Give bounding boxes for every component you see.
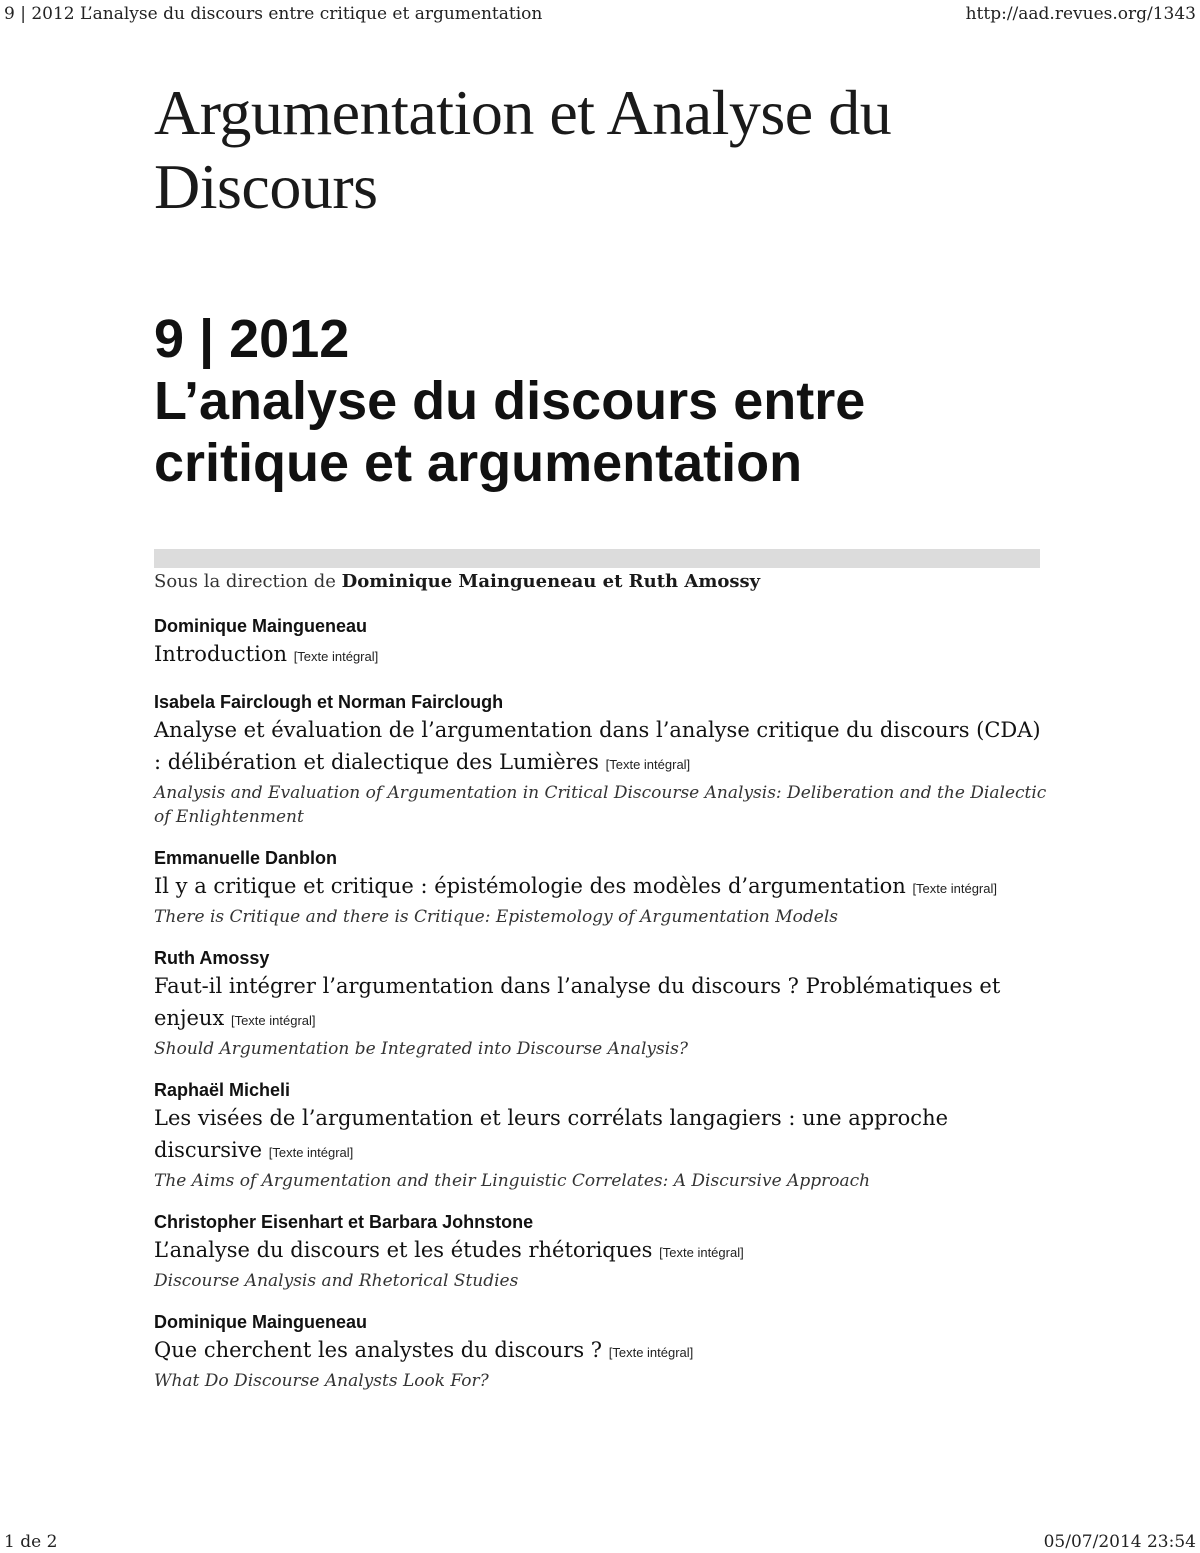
print-footer-page: 1 de 2 — [4, 1532, 58, 1552]
journal-title[interactable]: Argumentation et Analyse du Discours — [154, 77, 892, 222]
issue-title: L’analyse du discours entre critique et argumentation — [154, 371, 866, 493]
fulltext-link[interactable]: [Texte intégral] — [608, 1345, 694, 1360]
entry-translation: Should Argumentation be Integrated into Discourse Analysis? — [154, 1039, 688, 1059]
toc-entry — [154, 846, 1054, 929]
toc-entry — [154, 690, 1054, 829]
editors-names: Dominique Maingueneau et Ruth Amossy — [341, 571, 761, 592]
entry-title-text[interactable]: Il y a critique et critique : épistémologie des modèles d’argumentation — [154, 874, 906, 898]
entry-author: Dominique Maingueneau — [154, 616, 368, 636]
entry-title[interactable] — [154, 970, 1054, 1037]
entry-title[interactable] — [154, 714, 1054, 781]
fulltext-link[interactable]: [Texte intégral] — [293, 649, 379, 664]
entry-translation: Discourse Analysis and Rhetorical Studies — [154, 1271, 519, 1291]
entry-title-text[interactable]: Les visées de l’argumentation et leurs corrélats langagiers : une approche discursive — [154, 1106, 949, 1162]
entry-title-text[interactable]: Introduction — [154, 642, 287, 666]
entry-title-text[interactable]: Que cherchent les analystes du discours ? — [154, 1338, 603, 1362]
fulltext-link[interactable]: [Texte intégral] — [605, 757, 691, 772]
entry-title[interactable] — [154, 638, 1054, 673]
entry-author: Christopher Eisenhart et Barbara Johnstone — [154, 1212, 534, 1232]
fulltext-link[interactable]: [Texte intégral] — [268, 1145, 354, 1160]
toc-entry — [154, 946, 1054, 1061]
entry-title[interactable] — [154, 1334, 1054, 1369]
editors-line — [154, 571, 760, 592]
entry-title[interactable] — [154, 1234, 1054, 1269]
section-divider-bar — [154, 549, 1040, 568]
entry-author: Ruth Amossy — [154, 948, 270, 968]
print-header-title: 9 | 2012 L’analyse du discours entre critique et argumentation — [4, 4, 543, 24]
editors-prefix: Sous la direction de — [154, 571, 336, 592]
entry-title-text[interactable]: Analyse et évaluation de l’argumentation dans l’analyse critique du discours (CDA) : délibération et dialectique des Lumières — [154, 718, 1041, 774]
toc-entry — [154, 1078, 1054, 1193]
table-of-contents — [154, 614, 1054, 1410]
entry-author: Dominique Maingueneau — [154, 1312, 368, 1332]
entry-translation: The Aims of Argumentation and their Linguistic Correlates: A Discursive Approach — [154, 1171, 871, 1191]
entry-translation: What Do Discourse Analysts Look For? — [154, 1371, 489, 1391]
print-footer-timestamp: 05/07/2014 23:54 — [1043, 1532, 1196, 1552]
print-header-url[interactable]: http://aad.revues.org/1343 — [965, 4, 1196, 24]
entry-author: Isabela Fairclough et Norman Fairclough — [154, 692, 504, 712]
fulltext-link[interactable]: [Texte intégral] — [659, 1245, 744, 1260]
issue-heading — [154, 308, 1054, 494]
entry-translation: Analysis and Evaluation of Argumentation in Critical Discourse Analysis: Deliberation and the Dialectic of Enlightenment — [154, 783, 1047, 827]
entry-title-text[interactable]: Faut-il intégrer l’argumentation dans l’analyse du discours ? Problématiques et enjeux — [154, 974, 1001, 1030]
toc-entry — [154, 1310, 1054, 1393]
entry-translation: There is Critique and there is Critique: Epistemology of Argumentation Models — [154, 907, 838, 927]
entry-author: Raphaël Micheli — [154, 1080, 291, 1100]
toc-entry — [154, 1210, 1054, 1293]
fulltext-link[interactable]: [Texte intégral] — [230, 1013, 316, 1028]
entry-author: Emmanuelle Danblon — [154, 848, 338, 868]
entry-title-text[interactable]: L’analyse du discours et les études rhétoriques — [154, 1238, 653, 1262]
toc-entry — [154, 614, 1054, 673]
fulltext-link[interactable]: [Texte intégral] — [912, 881, 997, 896]
entry-title[interactable] — [154, 870, 1054, 905]
issue-number: 9 | 2012 — [154, 309, 350, 369]
entry-title[interactable] — [154, 1102, 1054, 1169]
